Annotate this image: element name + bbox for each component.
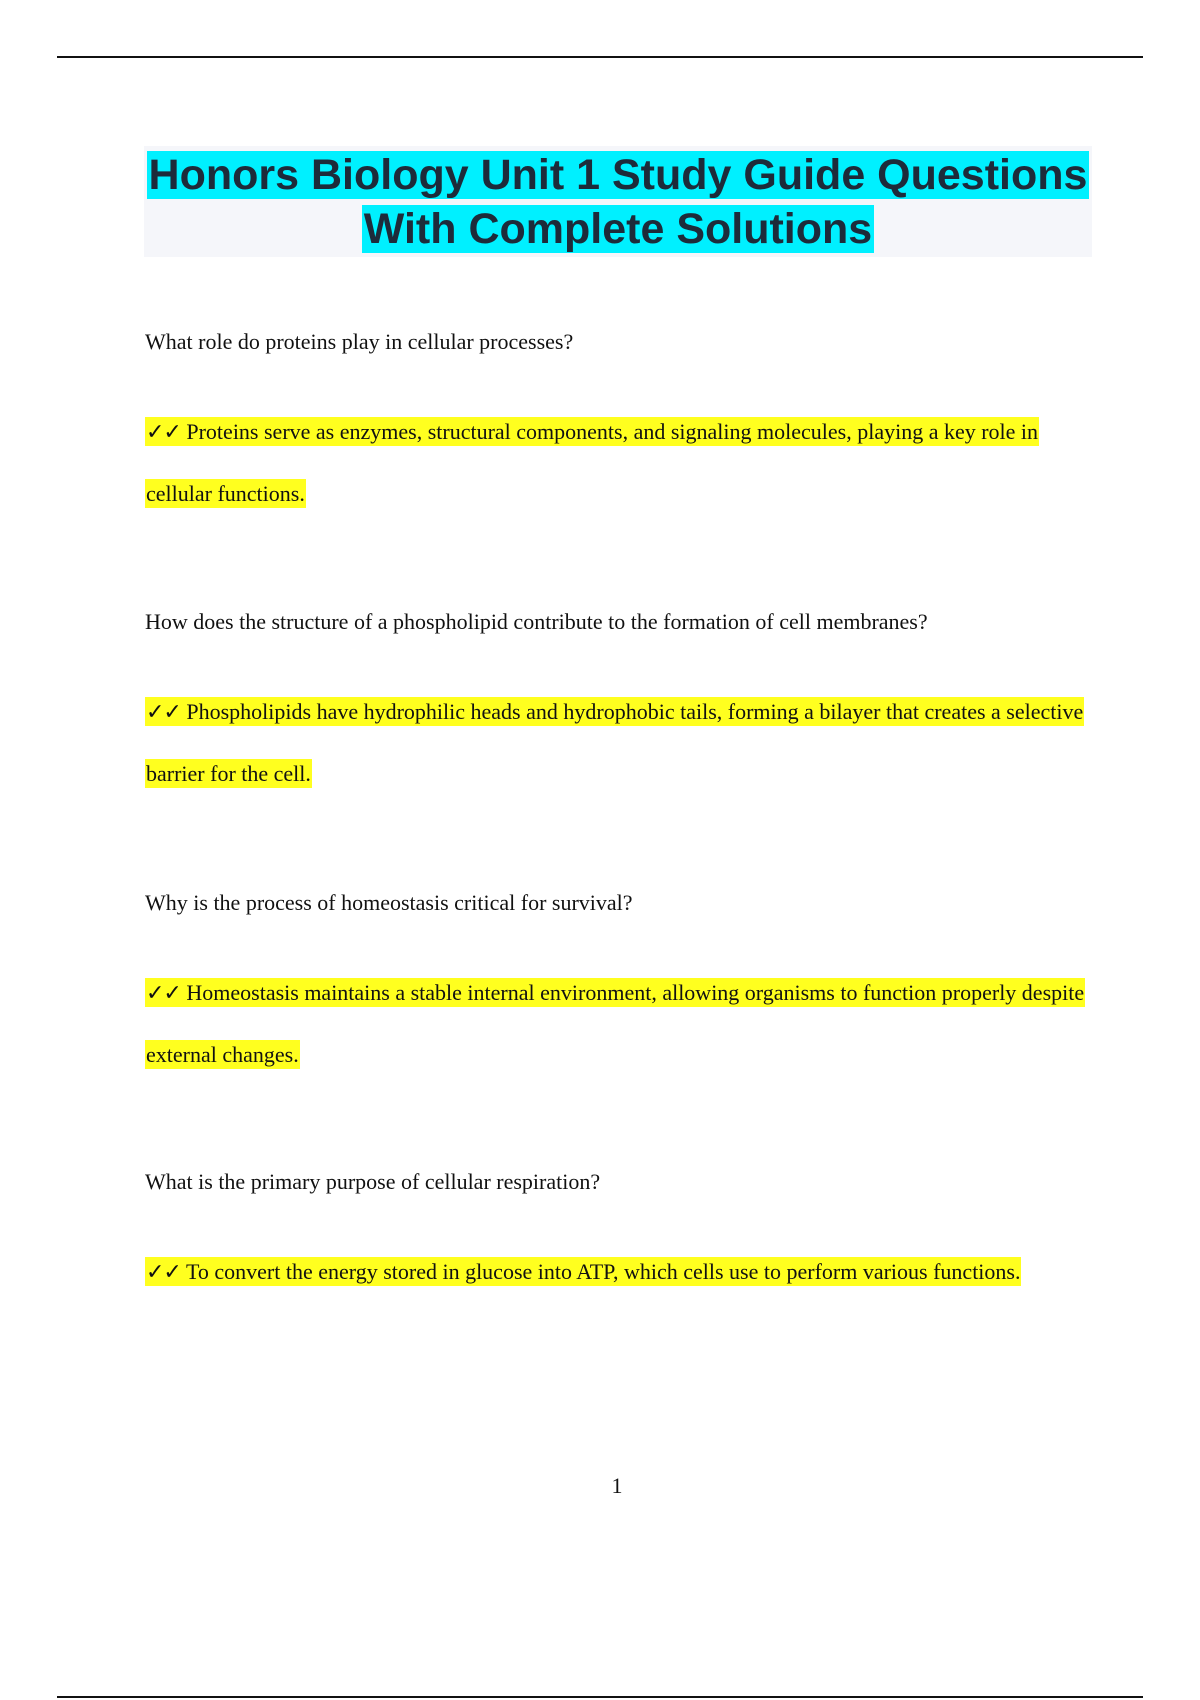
- answer-highlight: [145, 697, 1084, 788]
- answer-highlight: [145, 978, 1085, 1069]
- answer-text: Proteins serve as enzymes, structural components, and signaling molecules, playing a key role in cellular functions.: [146, 419, 1039, 506]
- document-title-text: Honors Biology Unit 1 Study Guide Questions With Complete Solutions: [148, 150, 1088, 253]
- answer-text: Phospholipids have hydrophilic heads and hydrophobic tails, forming a bilayer that creates a selective barrier for the cell.: [146, 699, 1084, 786]
- answer-text-block: [145, 401, 1095, 524]
- question-text: Why is the process of homeostasis critical for survival?: [145, 890, 633, 915]
- document-title: [144, 148, 1092, 256]
- answer-highlight: [145, 1257, 1021, 1286]
- answer-text-block: [145, 962, 1095, 1085]
- double-check-icon: ✓✓: [146, 981, 181, 1006]
- qa-item-3: [145, 889, 1095, 1085]
- answer-highlight: [145, 417, 1039, 508]
- page-number: 1: [611, 1473, 623, 1498]
- answer-text: Homeostasis maintains a stable internal environment, allowing organisms to function properly despite external changes.: [146, 980, 1085, 1067]
- answer-text-block: [145, 681, 1095, 804]
- qa-item-1: [145, 328, 1095, 524]
- qa-item-2: [145, 608, 1095, 804]
- top-rule: [57, 56, 1143, 58]
- double-check-icon: ✓✓: [146, 700, 181, 725]
- question-text: What role do proteins play in cellular processes?: [145, 329, 574, 354]
- question-text: How does the structure of a phospholipid contribute to the formation of cell membranes?: [145, 609, 928, 634]
- bottom-rule: [57, 1696, 1143, 1698]
- qa-item-4: [145, 1168, 1095, 1303]
- double-check-icon: ✓✓: [146, 1260, 181, 1285]
- question-text: What is the primary purpose of cellular respiration?: [145, 1169, 601, 1194]
- answer-text: To convert the energy stored in glucose into ATP, which cells use to perform various functions.: [185, 1259, 1021, 1284]
- title-banner: [144, 146, 1092, 257]
- answer-text-block: [145, 1241, 1095, 1303]
- double-check-icon: ✓✓: [146, 420, 181, 445]
